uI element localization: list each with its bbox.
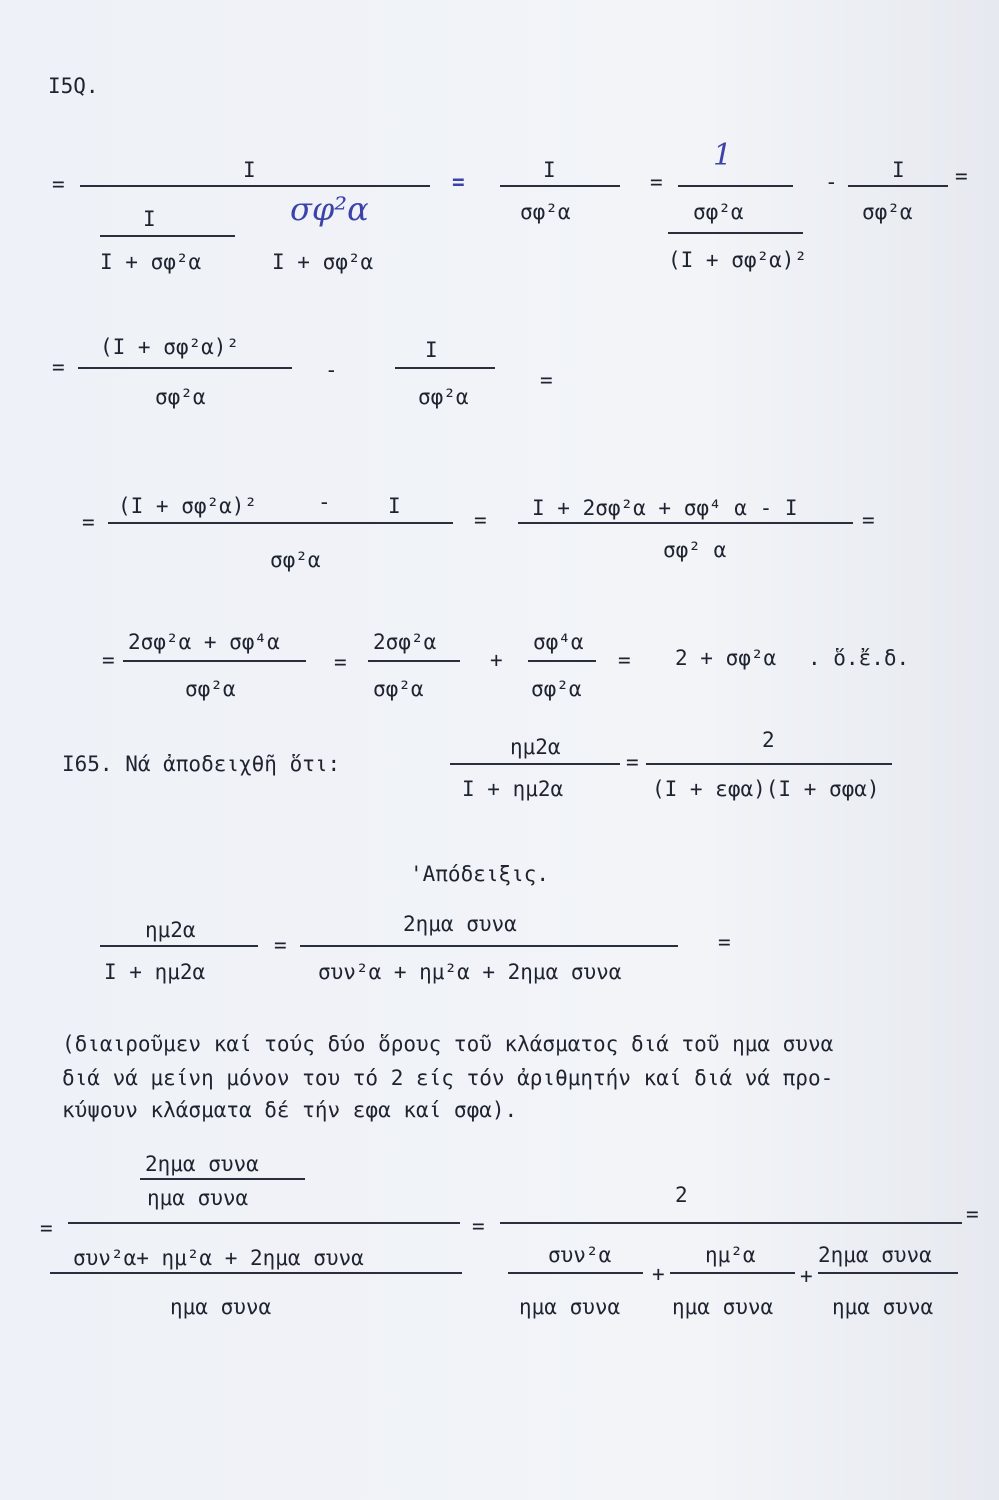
numerator: 2 — [762, 728, 775, 752]
fraction-bar — [848, 185, 948, 187]
numerator: σφ⁴α — [533, 630, 584, 654]
equals-sign: = — [650, 170, 663, 194]
main-fraction-bar — [500, 1222, 962, 1224]
fraction-bar — [668, 232, 803, 234]
equals-sign: = — [862, 508, 875, 532]
numerator: συν²α — [548, 1243, 612, 1267]
minus-sign: - — [325, 358, 338, 382]
plus-sign: + — [652, 1262, 665, 1286]
equals-sign: = — [966, 1202, 979, 1226]
fraction-bar — [818, 1272, 958, 1274]
numerator: I — [388, 494, 401, 518]
proof-title: 'Απόδειξις. — [410, 862, 550, 886]
denominator: σφ²α — [520, 200, 571, 224]
numerator: I — [425, 338, 438, 362]
fraction-bar — [78, 367, 292, 369]
problem-statement: I65. Νά ἀποδειχθῆ ὅτι: — [62, 752, 341, 776]
fraction-bar — [518, 522, 853, 524]
denominator: I + ημ2α — [462, 777, 564, 801]
equals-sign: = — [540, 368, 553, 392]
qed-mark: . ὅ.ἔ.δ. — [808, 646, 910, 670]
numerator: (I + σφ²α)² — [118, 494, 258, 518]
handwritten-numerator: 1 — [713, 138, 733, 173]
denominator: σφ²α — [155, 385, 206, 409]
numerator: 2ημα συνα — [403, 912, 517, 936]
fraction-bar — [450, 763, 620, 765]
denominator: I + σφ²α — [272, 250, 374, 274]
fraction-bar — [528, 660, 596, 662]
numerator: 2ημα συνα — [818, 1243, 932, 1267]
numerator: (I + σφ²α)² — [100, 335, 240, 359]
numerator: 2σφ²α — [373, 630, 437, 654]
explanation-line-2: διά νά μείνη μόνον του τό 2 είς τόν ἀριθμητήν καί διά νά προ- — [62, 1066, 834, 1090]
denominator: σφ²α — [185, 677, 236, 701]
equals-sign: = — [102, 648, 115, 672]
denominator: ημα συνα — [170, 1295, 272, 1319]
equals-sign: = — [82, 510, 95, 534]
numerator: ημ2α — [510, 735, 561, 759]
equals-sign: = — [472, 1214, 485, 1238]
nested-numerator: I — [143, 207, 156, 231]
plus-sign: + — [490, 648, 503, 672]
denominator: σφ²α — [418, 385, 469, 409]
numerator: I — [543, 158, 556, 182]
fraction-bar — [646, 763, 892, 765]
denominator: (I + σφ²α)² — [668, 248, 808, 272]
plus-sign: + — [800, 1264, 813, 1288]
fraction-bar — [123, 660, 306, 662]
page-number: I5Q. — [48, 74, 99, 98]
denominator: ημα συνα — [832, 1295, 934, 1319]
equals-sign: = — [40, 1216, 53, 1240]
denominator: σφ²α — [693, 200, 744, 224]
denominator: I + ημ2α — [104, 960, 206, 984]
fraction-bar — [100, 235, 235, 237]
fraction-bar — [670, 1272, 795, 1274]
minus-sign: - — [318, 490, 331, 514]
handwritten-note: σφ²α — [290, 190, 369, 228]
numerator: I + 2σφ²α + σφ⁴ α - I — [532, 496, 798, 520]
equals-sign: = — [474, 508, 487, 532]
fraction-bar — [140, 1178, 305, 1180]
denominator: συν²α + ημ²α + 2ημα συνα — [318, 960, 622, 984]
denominator: σφ²α — [373, 677, 424, 701]
numerator: ημ2α — [145, 918, 196, 942]
explanation-line-1: (διαιροῦμεν καί τούς δύο ὅρους τοῦ κλάσματος διά τοῦ ημα συνα — [62, 1032, 834, 1056]
equals-sign: = — [334, 650, 347, 674]
equals-sign: = — [52, 172, 65, 196]
fraction-bar — [500, 185, 620, 187]
result: 2 + σφ²α — [675, 646, 777, 670]
equals-sign: = — [274, 933, 287, 957]
fraction-bar — [395, 367, 495, 369]
fraction-bar — [80, 185, 430, 187]
fraction-bar — [50, 1272, 462, 1274]
numerator: I — [243, 158, 256, 182]
denominator: σφ²α — [270, 548, 321, 572]
fraction-bar — [678, 185, 793, 187]
inner-denominator: ημα συνα — [147, 1186, 249, 1210]
equals-sign: = — [718, 930, 731, 954]
denominator: συν²α+ ημ²α + 2ημα συνα — [73, 1246, 364, 1270]
inner-numerator: 2ημα συνα — [145, 1152, 259, 1176]
denominator: (I + εφα)(I + σφα) — [652, 777, 880, 801]
numerator: 2 — [675, 1183, 688, 1207]
minus-sign: - — [825, 170, 838, 194]
numerator: ημ²α — [705, 1243, 756, 1267]
denominator: σφ²α — [862, 200, 913, 224]
numerator: 2σφ²α + σφ⁴α — [128, 630, 280, 654]
equals-sign: = — [52, 355, 65, 379]
denominator: ημα συνα — [519, 1295, 621, 1319]
nested-denominator: I + σφ²α — [100, 250, 202, 274]
denominator: σφ²α — [531, 677, 582, 701]
handwritten-equals: = — [452, 170, 465, 194]
explanation-line-3: κύψουν κλάσματα δέ τήν εφα καί σφα). — [62, 1098, 518, 1122]
equals-sign: = — [626, 750, 639, 774]
denominator: σφ² α — [663, 538, 727, 562]
fraction-bar — [100, 945, 258, 947]
fraction-bar — [108, 522, 453, 524]
main-fraction-bar — [68, 1222, 460, 1224]
denominator: ημα συνα — [672, 1295, 774, 1319]
fraction-bar — [300, 945, 678, 947]
equals-sign: = — [618, 648, 631, 672]
numerator: I — [892, 158, 905, 182]
fraction-bar — [508, 1272, 643, 1274]
fraction-bar — [368, 660, 460, 662]
equals-sign: = — [955, 164, 968, 188]
